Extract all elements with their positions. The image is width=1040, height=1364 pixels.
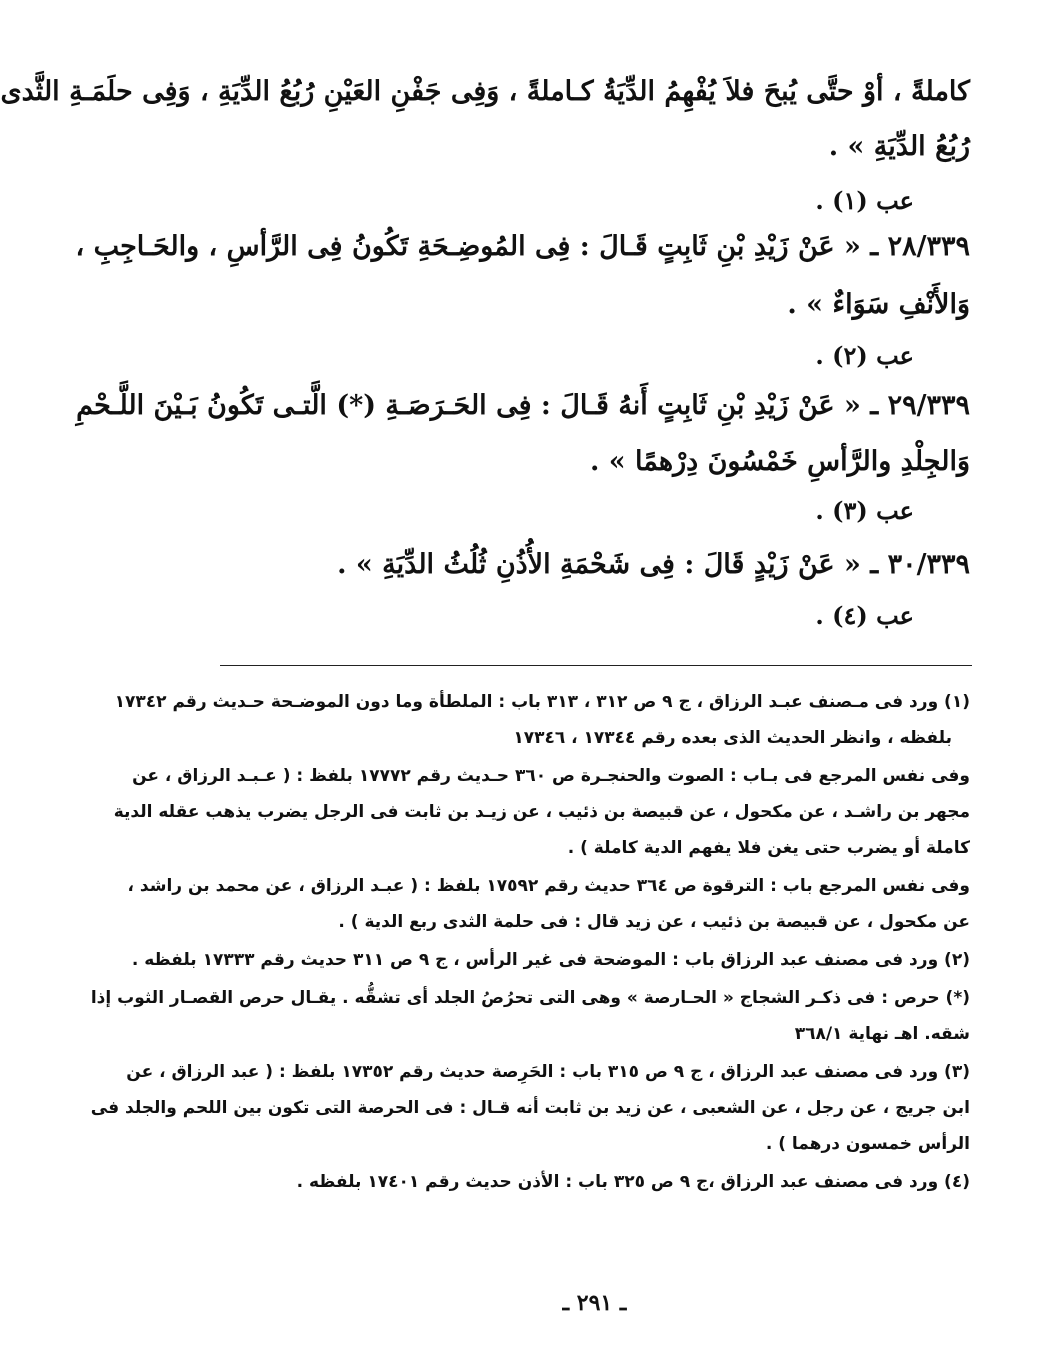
footnote-line: كاملة أو يضرب حتى يغن فلا يفهم الدية كاملة ) . — [567, 838, 970, 858]
source-reference: عب (٤) . — [815, 601, 914, 630]
hadith-line: ٢٩/٣٣٩ ـ « عَنْ زَيْدِ بْنِ ثَابِتٍ أَنهُ قَـالَ : فِى الحَـرَصَـةِ (*) الَّتـى تَكُونُ بَـيْنَ اللَّـحْمِ — [76, 390, 970, 421]
footnote-line: الرأس خمسون درهما ) . — [765, 1134, 970, 1154]
footnote-line: بلفظه ، وانظر الحديث الذى بعده رقم ١٧٣٤٤ ، ١٧٣٤٦ — [513, 728, 952, 748]
hadith-line: وَالجِلْدِ والرَّأسِ خَمْسُونَ دِرْهمًا » . — [589, 446, 970, 477]
footnote-separator — [220, 665, 972, 666]
source-reference: عب (٢) . — [815, 341, 914, 370]
footnote-line: عن مكحول ، عن قبيصة بن ذئيب ، عن زيد قال : فى حلمة الثدى ربع الدية ) . — [338, 912, 970, 932]
page-number: ـ ٢٩١ ـ — [562, 1290, 627, 1316]
hadith-line: كاملةً ، أوْ حتَّى يُبحَ فلاَ يُفْهِمُ الدِّيَةُ كـاملةً ، وَفِى جَفْنِ العَيْنِ رُبُعُ الدِّيَةِ ، وَفِى حلَمَـةِ الثَّدى — [0, 76, 970, 107]
footnote-line: (١) ورد فى مـصنف عبـد الرزاق ، ج ٩ ص ٣١٢ ، ٣١٣ باب : الملطأة وما دون الموضـحة حـديث رقم ١٧٣٤٢ — [114, 692, 970, 712]
hadith-line: وَالأَنْفِ سَوَاءٌ » . — [787, 289, 970, 320]
source-reference: عب (١) . — [815, 186, 914, 215]
footnote-line: ابن جريج ، عن رجل ، عن الشعبى ، عن زيد بن ثابت أنه قـال : فى الحرصة التى تكون بين اللحم والجلد فى — [90, 1098, 970, 1118]
footnote-line: وفى نفس المرجع باب : الترقوة ص ٣٦٤ حديث رقم ١٧٥٩٢ بلفظ : ( عبـد الرزاق ، عن محمد بن راشد ، — [127, 876, 970, 896]
hadith-line: ٢٨/٣٣٩ ـ « عَنْ زَيْدِ بْنِ ثَابِتٍ قَـالَ : فِى المُوضِـحَةِ تَكُونُ فِى الرَّأسِ ، والحَـاجِبِ ، — [75, 231, 970, 262]
footnote-line: (٢) ورد فى مصنف عبد الرزاق باب : الموضحة فى غير الرأس ، ج ٩ ص ٣١١ حديث رقم ١٧٣٣٣ بلفظه . — [131, 950, 970, 970]
source-reference: عب (٣) . — [815, 496, 914, 525]
hadith-line: رُبُعُ الدِّيَةِ » . — [828, 131, 970, 162]
footnote-line: (٤) ورد فى مصنف عبد الرزاق ،ج ٩ ص ٣٢٥ باب : الأذن حديث رقم ١٧٤٠١ بلفظه . — [296, 1172, 970, 1192]
footnote-line: (*) حرص : فى ذكـر الشجاج « الحـارصة » وهى التى تحرُصُ الجلد أى تشقُّه . يقـال حرص القصـار الثوب إذا — [90, 988, 970, 1008]
footnote-line: وفى نفس المرجع فى بـاب : الصوت والحنجـرة ص ٣٦٠ حـديث رقم ١٧٧٧٢ بلفظ : ( عـبـد الرزاق ، عن — [132, 766, 970, 786]
hadith-line: ٣٠/٣٣٩ ـ « عَنْ زَيْدٍ قَالَ : فِى شَحْمَةِ الأُذُنِ ثُلُثُ الدِّيَةِ » . — [337, 549, 970, 580]
footnote-line: (٣) ورد فى مصنف عبد الرزاق ، ج ٩ ص ٣١٥ باب : الحَرِصة حديث رقم ١٧٣٥٢ بلفظ : ( عبد الرزاق ، عن — [126, 1062, 970, 1082]
footnote-line: مجهر بن راشـد ، عن مكحول ، عن قبيصة بن ذئيب ، عن زيـد بن ثابت فى الرجل يضرب يذهب عقله الدية — [113, 802, 970, 822]
footnote-line: شقه. اهـ نهاية ٣٦٨/١ — [794, 1024, 970, 1044]
